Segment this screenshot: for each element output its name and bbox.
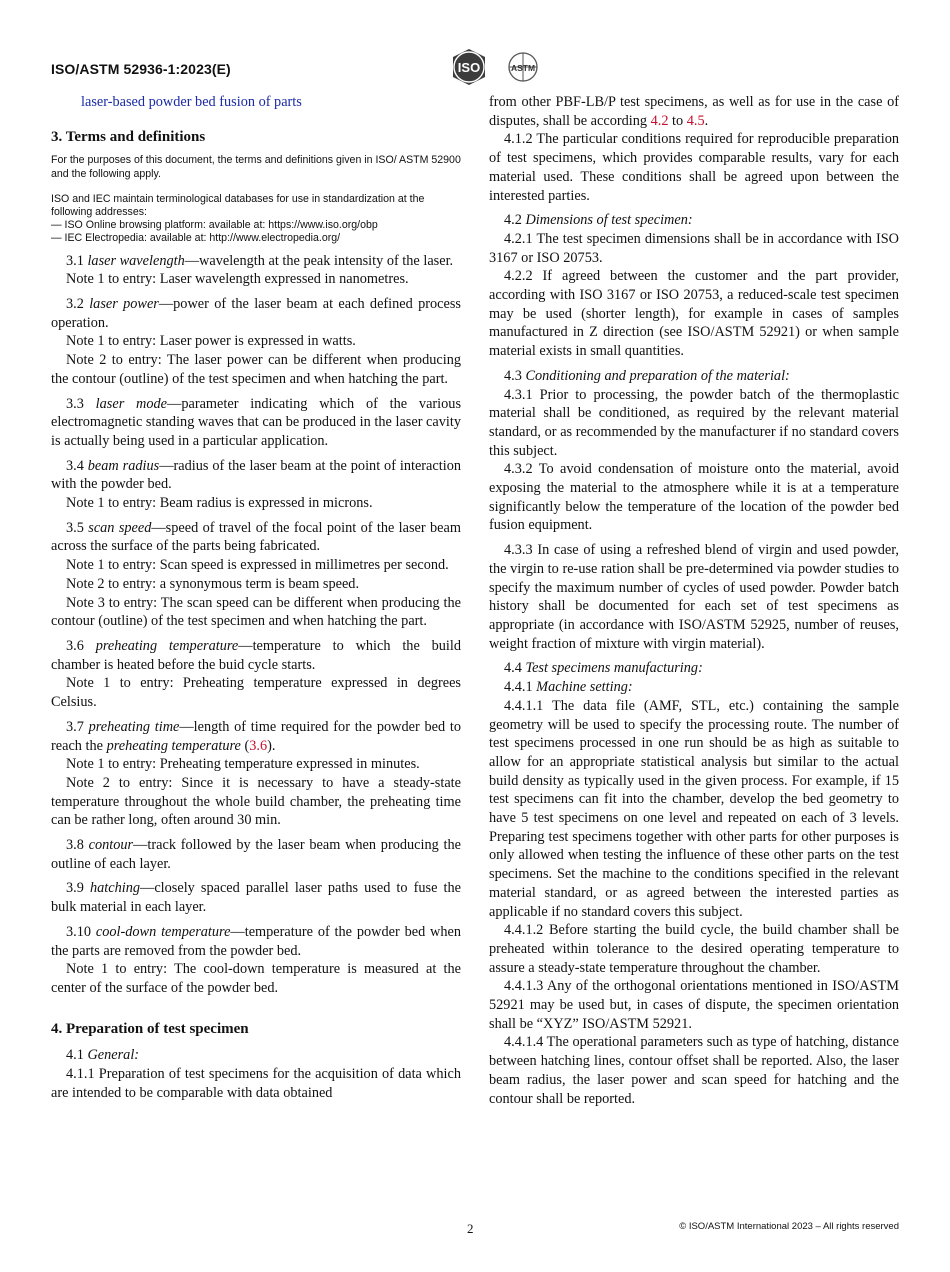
clause-4-4-1-2: 4.4.1.2 Before starting the build cycle, the build chamber shall be preheated within tolerance to the desired operating temperature to assure a steady-state temperature throughout the chamber. <box>489 922 899 976</box>
term-3-7-note-1: Note 1 to entry: Preheating temperature expressed in minutes. <box>66 756 420 773</box>
right-column <box>489 93 899 1108</box>
term-3-9: 3.9 hatching—closely spaced parallel laser paths used to fuse the bulk material in each layer. <box>51 880 461 916</box>
iso-logo <box>449 48 489 86</box>
clause-4-3-heading: 4.3 Conditioning and preparation of the material: <box>504 367 790 384</box>
term-3-2-note-1: Note 1 to entry: Laser power is expressed in watts. <box>66 333 356 350</box>
clause-4-1-heading: 4.1 General: <box>66 1047 140 1064</box>
clause-4-1-2: 4.1.2 The particular conditions required for reproducible preparation of test specimens, which provides comparable results, vary for each material used. These conditions shall be agreed upon between the interested parties. <box>489 131 899 204</box>
term-3-5-note-2: Note 2 to entry: a synonymous term is beam speed. <box>66 575 360 592</box>
term-3-5: 3.5 scan speed—speed of travel of the focal point of the laser beam across the surface of the parts being fabricated. <box>51 519 461 555</box>
iec-electropedia-line: — IEC Electropedia: available at: http://www.electropedia.org/ <box>51 232 341 245</box>
clause-4-4-heading: 4.4 Test specimens manufacturing: <box>504 660 703 677</box>
clause-4-3-1: 4.3.1 Prior to processing, the powder batch of the thermoplastic material shall be conditioned, as required by the relevant material standard, or as recommended by the manufacturer if no standard covers this subject. <box>489 386 899 459</box>
clause-4-2-1: 4.2.1 The test specimen dimensions shall be in accordance with ISO 3167 or ISO 20753. <box>489 230 899 266</box>
iso-logo-text: ISO <box>457 60 481 75</box>
clause-4-1-1: 4.1.1 Preparation of test specimens for the acquisition of data which are intended to be comparable with data obtained <box>51 1066 461 1101</box>
terminology-databases: ISO and IEC maintain terminological databases for use in standardization at the following addresses: <box>51 192 425 219</box>
clause-4-2-2: 4.2.2 If agreed between the customer and the part provider, according with ISO 3167 or ISO 20753, a reduced-scale test specimen may be used (shorter length), for example in cases of samples manufactured in Z direction (see ISO/ASTM 52921) or when sample material exists in small quantities. <box>489 268 899 360</box>
term-3-4: 3.4 beam radius—radius of the laser beam at the point of interaction with the powder bed. <box>51 457 461 493</box>
clause-4-4-1-3: 4.4.1.3 Any of the orthogonal orientations mentioned in ISO/ASTM 52921 may be used but, in cases of dispute, the specimen orientation shall be “XYZ” ISO/ASTM 52921. <box>489 978 899 1032</box>
term-3-8: 3.8 contour—track followed by the laser beam when producing the outline of each layer. <box>51 837 461 872</box>
ref-4-5-link[interactable]: 4.5 <box>686 112 705 129</box>
term-3-7-note-2: Note 2 to entry: Since it is necessary to have a steady-state temperature throughout the whole build chamber, the preheating time can be rather long, often around 30 min. <box>51 774 461 829</box>
clause-4-4-1-1: 4.4.1.1 The data file (AMF, STL, etc.) containing the sample geometry will be used to specify the processing route. The number of test specimens processed in one run should be as high as suitable to allow for an appropriate statistical analysis but similar to the actual build density as typically used in the given process. For example, if 15 test specimens can fit into the chamber, develop the bed geometry to have 5 test specimens on one level and repeated on each of 3 levels. Preparing test specimens together with other parts for other purposes is only allowed when testing the influence of these other parts on the test specimens. Set the machine to the conditions specified in the relevant material standard, or as agreed between the interested parties as applicable if no standard covers this subject. <box>489 697 899 920</box>
term-3-4-note-1: Note 1 to entry: Beam radius is expressed in microns. <box>66 495 373 512</box>
term-3-10-note-1: Note 1 to entry: The cool-down temperature is measured at the center of the surface of the powder bed. <box>51 961 461 996</box>
clause-4-3-3: 4.3.3 In case of using a refreshed blend of virgin and used powder, the virgin to re-use ration shall be pre-determined via powder studies to specify the maximum number of cycles of used powder. Powder batch history shall be documented for each set of test specimens as appropriate (in accordance with ISO/ASTM 52925, number of reuses, weight fraction of mixture with virgin material). <box>489 542 899 652</box>
term-3-6-note-1: Note 1 to entry: Preheating temperature expressed in degrees Celsius. <box>51 675 461 711</box>
term-3-1-note-1: Note 1 to entry: Laser wavelength expressed in nanometres. <box>66 271 409 288</box>
page-number: 2 <box>467 1221 474 1236</box>
document-id: ISO/ASTM 52936-1:2023(E) <box>51 61 231 77</box>
section-4-heading: 4. Preparation of test specimen <box>51 1020 249 1037</box>
term-3-5-note-3: Note 3 to entry: The scan speed can be different when producing the contour (outline) of the test specimen and when hatching the part. <box>51 594 461 630</box>
ref-4-2-link[interactable]: 4.2 <box>650 112 669 129</box>
term-3-2: 3.2 laser power—power of the laser beam at each defined process operation. <box>51 296 461 331</box>
term-3-3: 3.3 laser mode—parameter indicating which of the various electromagnetic standing waves that can be produced in the laser cavity is actually being used in a particular application. <box>51 395 462 449</box>
copyright-notice: © ISO/ASTM International 2023 – All rights reserved <box>679 1221 899 1232</box>
section-3-intro: For the purposes of this document, the terms and definitions given in ISO/ ASTM 52900 and the following apply. <box>51 154 461 180</box>
ref-3-6-link[interactable]: 3.6 <box>249 737 268 754</box>
astm-logo <box>503 50 543 84</box>
term-3-10: 3.10 cool-down temperature—temperature of the powder bed when the parts are removed from the powder bed. <box>51 923 462 959</box>
top-link[interactable]: laser-based powder bed fusion of parts <box>81 94 302 110</box>
term-3-5-note-1: Note 1 to entry: Scan speed is expressed in millimetres per second. <box>66 557 449 574</box>
clause-4-4-1-4: 4.4.1.4 The operational parameters such as type of hatching, distance between hatching lines, contour offset shall be reported. Also, the laser beam radius, the laser power and scan speed for hatching and the contour shall be reported. <box>489 1034 899 1107</box>
term-3-6: 3.6 preheating temperature—temperature to which the build chamber is heated before the buid cycle starts. <box>51 637 461 673</box>
iso-obp-line: — ISO Online browsing platform: available at: https://www.iso.org/obp <box>51 219 378 232</box>
clause-4-2-heading: 4.2 Dimensions of test specimen: <box>504 212 693 229</box>
astm-logo-text: ASTM <box>510 63 536 73</box>
clause-4-3-2: 4.3.2 To avoid condensation of moisture onto the material, avoid exposing the material to the atmosphere while it is at a temperature significantly below the temperature of the location of the powder bed fusion equipment. <box>489 461 899 534</box>
clause-4-4-1-heading: 4.4.1 Machine setting: <box>504 679 633 696</box>
term-3-7: 3.7 preheating time—length of time required for the powder bed to reach the preheating temperature (3.6). <box>51 718 461 754</box>
clause-4-1-1-continued: from other PBF-LB/P test specimens, as well as for use in the case of disputes, shall be according 4.2 to 4.5. <box>489 94 899 129</box>
left-column <box>51 93 461 1102</box>
term-3-2-note-2: Note 2 to entry: The laser power can be different when producing the contour (outline) of the test specimen and when hatching the part. <box>51 352 461 387</box>
term-3-1: 3.1 laser wavelength—wavelength at the peak intensity of the laser. <box>66 252 454 269</box>
section-3-heading: 3. Terms and definitions <box>51 128 206 145</box>
